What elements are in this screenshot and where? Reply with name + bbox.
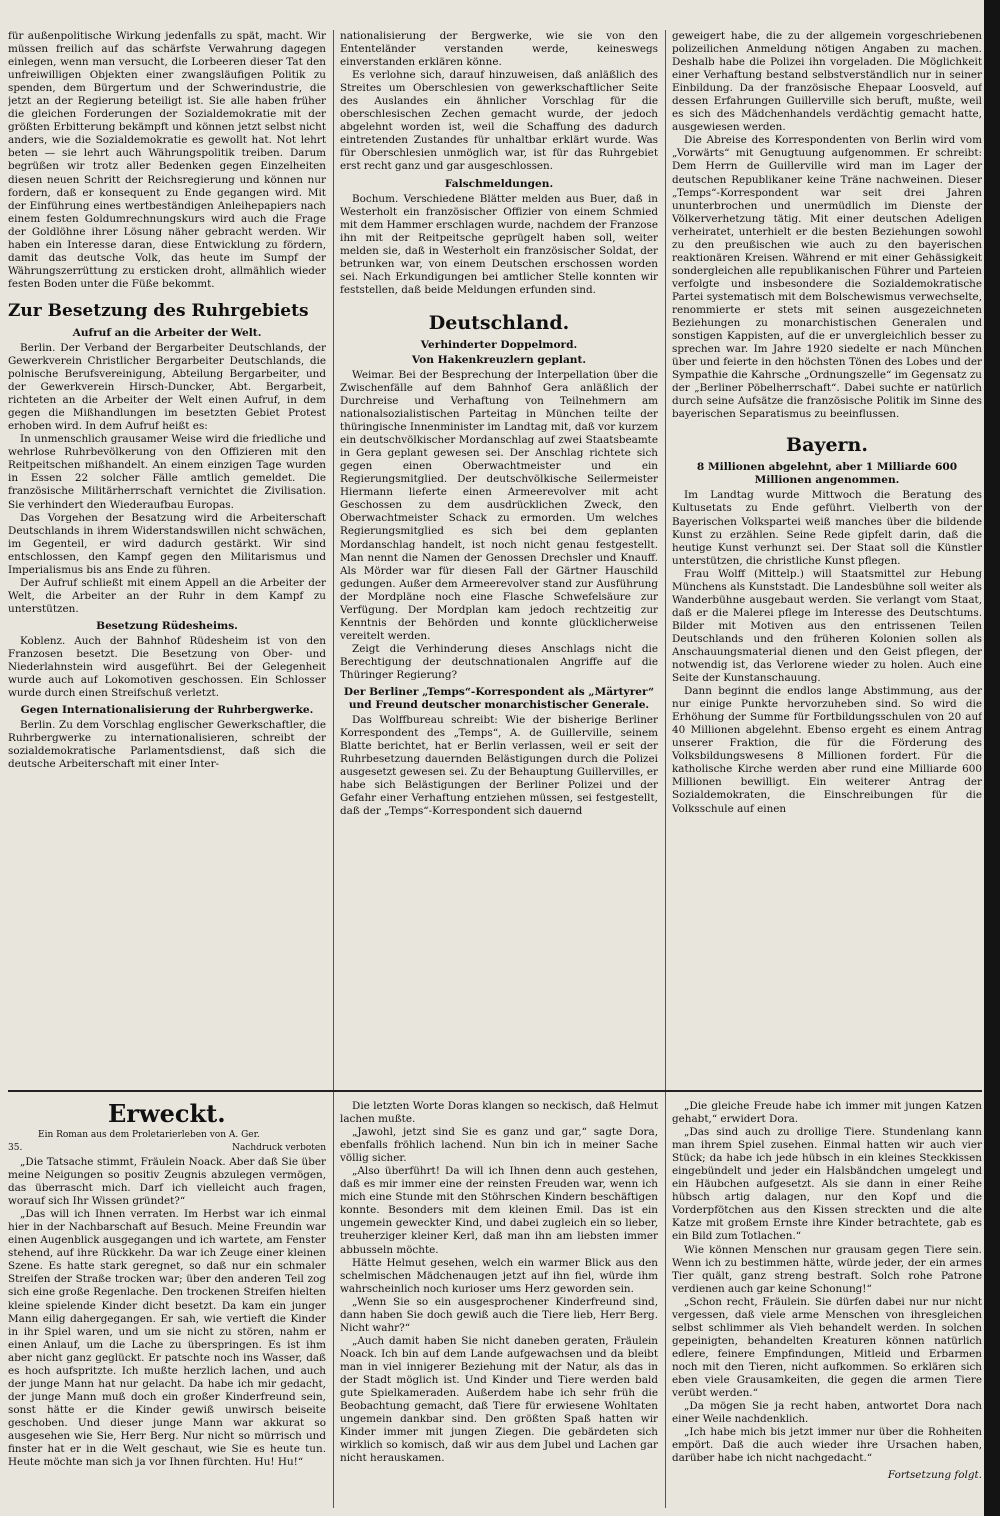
novel-paragraph: „Schon recht, Fräulein. Sie dürfen dabei nur nur nicht vergessen, daß viele arme Menschen von ihresgleichen selbst schlimmer als Vieh behandelt werden. In solchen gepeinigten, behandelten Kreaturen können natürlich edlere, feinere Empfindungen, Mitleid und Erbarmen noch mit den Tieren, nicht aufkommen. So erklären sich eben viele Grausamkeiten, die gegen die armen Tiere verübt werden.“: [672, 1295, 982, 1400]
feuilleton-column-1: [8, 1100, 326, 1500]
article-paragraph: Das Wolffbureau schreibt: Wie der bisherige Berliner Korrespondent des „Temps“, A. de Guillerville, seinem Blatte berichtet, hat er Berlin verlassen, weil er seit der Ruhrbesetzung dauernden Belästigungen durch die Polizei ausgesetzt gewesen sei. Zu der Behauptung Guillervilles, er habe sich Belästigungen der Berliner Polizei und der Gefahr einer Verhaftung entziehen müssen, sei festgestellt, daß der „Temps“-Korrespondent sich dauernd: [340, 714, 658, 818]
article-paragraph: Koblenz. Auch der Bahnhof Rüdesheim ist von den Franzosen besetzt. Die Besetzung von Ober- und Niederlahnstein wird ausgeführt. Bei der Gelegenheit wurde auch auf Lokomotiven geschossen. Ein Schlosser wurde durch einen Streifschuß verletzt.: [8, 634, 326, 700]
novel-paragraph: „Das sind auch zu drollige Tiere. Stundenlang kann man ihrem Spiel zusehen. Einmal hatten wir auch vier Stück; da habe ich jede hübsch in ein kleines Steckkissen eingebündelt und jeder ein Halsbändchen umgelegt und ein Häubchen aufgesetzt. Als sie dann in einer Reihe hübsch artig dalagen, nur den Kopf und die Vorderpfötchen aus den Kissen streckten und die alte Katze mit großem Ernste ihre Kinder betrachtete, gab es ein Bild zum Totlachen.“: [672, 1126, 982, 1243]
headline-ruhrgebiet: Zur Besetzung des Ruhrgebiets: [8, 300, 309, 321]
feuilleton-subtitle: Ein Roman aus dem Proletarierleben von A. Ger.: [38, 1130, 260, 1140]
feuilleton-column-3: [672, 1100, 982, 1500]
article-paragraph: Bochum. Verschiedene Blätter melden aus Buer, daß in Westerholt ein französischer Offizier von einem Schmied mit dem Hammer erschlagen wurde, nachdem der Franzose ihn mit der Reitpeitsche geprügelt haben soll, weiter melden sie, daß in Westerholt ein französischer Soldat, der betrunken war, von einem Deutschen erschossen worden sei. Nach Erkundigungen bei amtlicher Stelle konnten wir feststellen, daß beide Meldungen erfunden sind.: [340, 192, 658, 296]
intro-paragraph: für außenpolitische Wirkung jedenfalls zu spät, macht. Wir müssen freilich auf das schärfste Verwahrung dagegen einlegen, wenn man versucht, die Lorbeeren dieser Tat den unfreiwilligen Objekten einer zwangsläufigen Politik zu spenden, dem Bürgertum und der Schwerindustrie, die jetzt an der Regierung beteiligt ist. Sie alle haben früher die gleichen Forderungen der Sozialdemokratie mit der größten Erbitterung bekämpft und können jetzt selbst nicht anders, wie die Sozialdemokratie es gewollt hat. Not lehrt beten — sie lehrt auch Währungspolitik treiben. Darum begrüßen wir trotz aller Bedenken gegen Einzelheiten diesen neuen Schritt der Reichsregierung und können nur fordern, daß er konsequent zu Ende gegangen wird. Mit der Einführung eines wertbeständigen Anleihepapiers nach einem festen Goldumrechnungskurs wird auch die Frage der Goldlöhne ihrer Lösung näher gebracht werden. Wir haben ein Interesse daran, diese Entwicklung zu fördern, damit das deutsche Volk, das heute im Sumpf der Währungszerrüttung zu ersticken droht, allmählich wieder festen Boden unter die Füße bekommt.: [8, 30, 326, 290]
article-paragraph: Berlin. Zu dem Vorschlag englischer Gewerkschaftler, die Ruhrbergwerke zu internationalisieren, schreibt der sozialdemokratische Parlamentsdienst, daß sich die deutsche Arbeiterschaft mit einer Inter-: [8, 719, 326, 771]
novel-paragraph: „Also überführt! Da will ich Ihnen denn auch gestehen, daß es mir immer eine der reinsten Freuden war, wenn ich mich eine Stunde mit den Stöhrschen Kindern beschäftigen konnte. Besonders mit dem kleinen Emil. Das ist ein ungemein geweckter Kind, und dabei zugleich ein so lieber, treuherziger kleiner Kerl, daß man ihn am liebsten immer abbusseln möchte.: [340, 1165, 658, 1256]
column-2: [340, 30, 658, 1102]
feuilleton-column-rule-1: [333, 1098, 334, 1508]
subheadline-aufruf: Aufruf an die Arbeiter der Welt.: [72, 326, 262, 339]
continuation-note: Fortsetzung folgt.: [887, 1469, 982, 1482]
article-paragraph: Berlin. Der Verband der Bergarbeiter Deutschlands, der Gewerkverein Christlicher Bergarbeiter Deutschlands, die polnische Berufsvereinigung, Abteilung Bergarbeiter, und der Gewerkverein Hirsch-Duncker, Abt. Bergarbeit, richteten an die Arbeiter der Welt einen Aufruf, in dem gegen die Mißhandlungen im besetzten Gebiet Protest erhoben wird. In dem Aufruf heißt es:: [8, 341, 326, 433]
article-paragraph: Weimar. Bei der Besprechung der Interpellation über die Zwischenfälle auf dem Bahnhof Gera anläßlich der Durchreise und Verhaftung von Teilnehmern am nationalsozialistischen Parteitag in München teilte der thüringische Innenminister im Landtag mit, daß vor kurzem ein deutschvölkischer Mordanschlag auf zwei Staatsbeamte in Gera geplant gewesen sei. Der Anschlag richtete sich gegen einen Oberwachtmeister und ein Regierungsmitglied. Der deutschvölkische Seilermeister Hiermann lieferte einen Armeerevolver mit acht Geschossen zu dem ausdrücklichen Zweck, den Oberwachtmeister Schack zu ermorden. Um welches Regierungsmitglied es sich bei dem geplanten Mordanschlag handelt, ist noch nicht genau festgestellt. Man nennt die Namen der Genossen Drechsler und Knauff. Als Mörder war für diesen Fall der Gärtner Hauschild gedungen. Außer dem Armeerevolver stand zur Ausführung der Mordpläne noch eine Flasche Schwefelsäure zur Verfügung. Der Mordplan kam jedoch rechtzeitig zur Kenntnis der Behörden und konnte glücklicherweise vereitelt werden.: [340, 368, 658, 642]
novel-paragraph: Die letzten Worte Doras klangen so neckisch, daß Helmut lachen mußte.: [340, 1100, 658, 1126]
article-paragraph: Es verlohne sich, darauf hinzuweisen, daß anläßlich des Streites um Oberschlesien von gewerkschaftlicher Seite des Auslandes ein ähnlicher Vorschlag für die oberschlesischen Zechen gemacht wurde, der jedoch abgelehnt worden ist, weil die Schaffung des dadurch eintretenden Zustandes für unhaltbar erklärt wurde. Was für Oberschlesien unmöglich war, ist für das Ruhrgebiet erst recht ganz und gar ausgeschlossen.: [340, 69, 658, 173]
subheadline-temps: Der Berliner „Temps“-Korrespondent als „Märtyrer“ und Freund deutscher monarchistischer Generale.: [343, 686, 655, 712]
subheadline-doppelmord: Verhinderter Doppelmord.: [420, 338, 578, 351]
article-paragraph: In unmenschlich grausamer Weise wird die friedliche und wehrlose Ruhrbevölkerung von den Offizieren mit den Reitpeitschen mißhandelt. An einem einzigen Tage wurden in Essen 22 solcher Fälle amtlich gemeldet. Die französische Militärherrschaft vernichtet die Zivilisation. Sie verhindert den Wiederaufbau Europas.: [8, 433, 326, 511]
article-paragraph: Frau Wolff (Mittelp.) will Staatsmittel zur Hebung Münchens als Kunststadt. Die Landesbühne soll weiter als Wanderbühne ausgebaut werden. Sie verlangt vom Staat, daß er die Malerei pflege im Interesse des Deutschtums. Bilder mit Motiven aus den entrissenen Teilen Deutschlands und den früheren Kolonien sollen als Anschauungsmaterial dienen und den Geist pflegen, der notwendig ist, das Verlorene wieder zu holen. Auch eine Seite der Kunstanschauung.: [672, 567, 982, 685]
article-paragraph: nationalisierung der Bergwerke, wie sie von den Ententeländer verstanden werde, keineswegs einverstanden erklären könne.: [340, 30, 658, 69]
novel-paragraph: „Da mögen Sie ja recht haben, antwortet Dora nach einer Weile nachdenklich.: [672, 1400, 982, 1426]
column-rule-1: [333, 30, 334, 1102]
subheadline-falschmeldungen: Falschmeldungen.: [444, 177, 554, 190]
article-paragraph: geweigert habe, die zu der allgemein vorgeschriebenen polizeilichen Anmeldung nötigen Angaben zu machen. Deshalb habe die Polizei ihn vorgeladen. Die Möglichkeit einer Verhaftung bestand selbstverständlich nur in seiner Einbildung. Da der französische Ehepaar Loosveld, auf dessen Erfahrungen Guillerville sich beruft, mußte, weil es sich des Mädchenhandels verdächtig gemacht hatte, ausgewiesen werden.: [672, 30, 982, 134]
subheadline-hakenkreuzler: Von Hakenkreuzlern geplant.: [411, 353, 587, 366]
novel-paragraph: „Die Tatsache stimmt, Fräulein Noack. Aber daß Sie über meine Neigungen so positiv Zeugnis abzulegen vermögen, das überrascht mich. Darf ich vielleicht auch fragen, worauf sich Ihr Wissen gründet?“: [8, 1156, 326, 1208]
article-paragraph: Dann beginnt die endlos lange Abstimmung, aus der nur einige Punkte hervorzuheben sind. So wird die Erhöhung der Summe für Fortbildungsschulen von 20 auf 40 Millionen abgelehnt. Ebenso ergeht es einem Antrag unserer Fraktion, die für die Förderung des Volksbildungswesens 8 Millionen fordert. Für die katholische Kirche werden aber rund eine Milliarde 600 Millionen bewilligt. Ein weiterer Antrag der Sozialdemokraten, die Einschreibungen für die Volksschule auf einen: [672, 685, 982, 815]
novel-paragraph: „Ich habe mich bis jetzt immer nur über die Rohheiten empört. Daß die auch wieder ihre Ursachen haben, darüber habe ich nicht nachgedacht.“: [672, 1426, 982, 1465]
feuilleton-column-rule-2: [665, 1098, 666, 1508]
article-paragraph: Der Aufruf schließt mit einem Appell an die Arbeiter der Welt, die Arbeiter an der Ruhr in dem Kampf zu unterstützen.: [8, 576, 326, 615]
page-binding-edge: [984, 0, 1000, 1516]
column-1: [8, 30, 326, 1102]
reprint-notice: Nachdruck verboten: [232, 1143, 326, 1153]
article-paragraph: Im Landtag wurde Mittwoch die Beratung des Kultusetats zu Ende geführt. Vielberth von der Bayerischen Volkspartei weiß manches über die bildende Kunst zu erzählen. Seine Rede gipfelt darin, daß die heutige Kunst verhunzt sei. Der Staat soll die Künstler unterstützen, die christliche Kunst pflegen.: [672, 489, 982, 567]
article-paragraph: Das Vorgehen der Besatzung wird die Arbeiterschaft Deutschlands in ihrem Widerstandswillen nicht schwächen, im Gegenteil, er wird dadurch gestärkt. Wir sind entschlossen, den Kampf gegen den Militarismus und Imperialismus bis ans Ende zu führen.: [8, 511, 326, 576]
feuilleton-subtitle-row: [8, 1130, 326, 1141]
installment-number: 35.: [8, 1143, 23, 1153]
column-3: [672, 30, 982, 1102]
column-rule-2: [665, 30, 666, 1102]
feuilleton-meta-row: [8, 1143, 326, 1154]
article-paragraph: Zeigt die Verhinderung dieses Anschlags nicht die Berechtigung der deutschnationalen Angriffe auf die Thüringer Regierung?: [340, 642, 658, 681]
feuilleton-column-2: [340, 1100, 658, 1500]
subheadline-millionen: 8 Millionen abgelehnt, aber 1 Milliarde 600 Millionen angenommen.: [696, 461, 958, 487]
headline-bayern: Bayern.: [786, 434, 868, 457]
headline-deutschland: Deutschland.: [428, 311, 570, 334]
subheadline-ruedesheim: Besetzung Rüdesheims.: [96, 619, 238, 632]
novel-paragraph: „Wenn Sie so ein ausgesprochener Kinderfreund sind, dann haben Sie doch gewiß auch die Tiere lieb, Herr Berg. Nicht wahr?“: [340, 1295, 658, 1334]
novel-paragraph: „Jawohl, jetzt sind Sie es ganz und gar,“ sagte Dora, ebenfalls fröhlich lachend. Nun bin ich in meiner Sache völlig sicher.: [340, 1126, 658, 1165]
feuilleton-title: Erweckt.: [108, 1100, 226, 1128]
article-paragraph: Die Abreise des Korrespondenten von Berlin wird vom „Vorwärts“ mit Genugtuung aufgenommen. Er schreibt: Dem Herrn de Guillerville wird man im Lager der deutschen Republikaner keine Träne nachweinen. Dieser „Temps“-Korrespondent war seit drei Jahren ununterbrochen und unermüdlich im Dienste der Völkerverhetzung tätig. Mit einer deutschen Adeligen verheiratet, unterhielt er die besten Beziehungen sowohl zu den preußischen wie auch zu den bayerischen reaktionären Kreisen. Während er mit einer Gehässigkeit sondergleichen alle republikanischen Führer und Parteien verfolgte und insbesondere die Sozialdemokratische Partei systematisch mit dem Bolschewismus verwechselte, renommierte er stets mit seinen ausgezeichneten Beziehungen zu monarchistischen Generalen und sonstigen Kappisten, auf die er unvergleichlich besser zu sprechen war. Im Jahre 1920 siedelte er nach München über und feierte in den höchsten Tönen des Lobes und der Sympathie die Kahrsche „Ordnungszelle“ im Gegensatz zu der „Berliner Pöbelherrschaft“. Dabei suchte er natürlich durch seine Aufsätze die französische Politik im Sinne des bayerischen Separatismus zu beeinflussen.: [672, 134, 982, 421]
novel-paragraph: Hätte Helmut gesehen, welch ein warmer Blick aus den schelmischen Mädchenaugen jetzt auf ihn fiel, würde ihm wahrscheinlich noch kurioser ums Herz geworden sein.: [340, 1256, 658, 1295]
subheadline-internationalisierung: Gegen Internationalisierung der Ruhrbergwerke.: [20, 704, 314, 717]
novel-paragraph: „Auch damit haben Sie nicht daneben geraten, Fräulein Noack. Ich bin auf dem Lande aufgewachsen und da bleibt man in viel innigerer Beziehung mit der Natur, als das in der Stadt möglich ist. Und Kinder und Tiere werden bald gute Spielkameraden. Außerdem habe ich sehr früh die Beobachtung gemacht, daß Tiere für erwiesene Wohltaten ungemein dankbar sind. Den größten Spaß hatten wir Kinder immer mit jungen Ziegen. Die gebärdeten sich wirklich so komisch, daß wir aus dem Jubel und Lachen gar nicht herauskamen.: [340, 1334, 658, 1465]
novel-paragraph: „Die gleiche Freude habe ich immer mit jungen Katzen gehabt,“ erwidert Dora.: [672, 1100, 982, 1126]
novel-paragraph: „Das will ich Ihnen verraten. Im Herbst war ich einmal hier in der Nachbarschaft auf Besuch. Meine Freundin war einen Augenblick ausgegangen und ich wartete, am Fenster stehend, auf ihre Rückkehr. Da war ich Zeuge einer kleinen Szene. Es hatte stark geregnet, so daß nur ein schmaler Streifen der Straße trocken war; über den anderen Teil zog sich eine große Regenlache. Den trockenen Streifen hielten kleine spielende Kinder dicht besetzt. Da kam ein junger Mann eilig dahergegangen. Er sah, wie vertieft die Kinder in ihr Spiel waren, und um sie nicht zu stören, nahm er einen Anlauf, um die Lache zu überspringen. Es ist ihm aber nicht ganz geglückt. Er patschte noch ins Wasser, daß es hoch aufspritzte. Ich mußte herzlich lachen, und auch der junge Mann hat nur gelacht. Da habe ich mir gedacht, der junge Mann muß doch ein großer Kinderfreund sein, sonst hätte er die Kinder gewiß unwirsch beiseite geschoben. Und dieser junge Mann war akkurat so ausgesehen wie Sie, Herr Berg. Nur nicht so mürrisch und finster hat er in die Welt geschaut, wie Sie es heute tun. Heute möchte man sich ja vor Ihnen fürchten. Hu! Hu!“: [8, 1208, 326, 1469]
novel-paragraph: Wie können Menschen nur grausam gegen Tiere sein. Wenn ich zu bestimmen hätte, würde jeder, der ein armes Tier quält, ganz streng bestraft. Solch rohe Patrone verdienen auch gar keine Schonung!“: [672, 1243, 982, 1295]
